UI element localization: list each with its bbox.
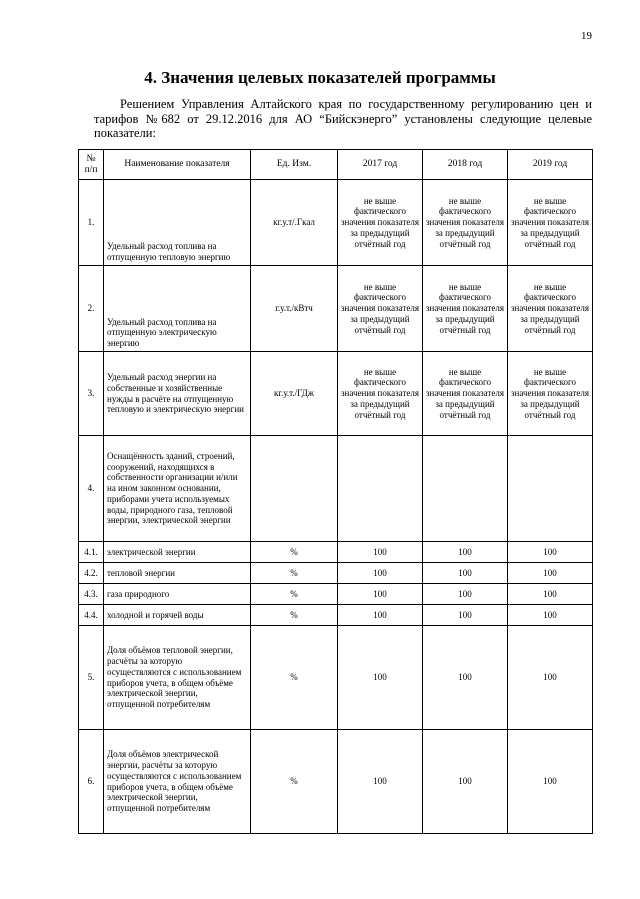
row-num: 4.: [79, 436, 104, 542]
row-value-2017: не выше фактического значения показателя за предыдущий отчётный год: [338, 266, 423, 352]
row-num: 4.4.: [79, 605, 104, 626]
row-name: Удельный расход топлива на отпущенную тепловую энергию: [104, 180, 251, 266]
table-row: [79, 542, 593, 563]
row-value-2017: не выше фактического значения показателя за предыдущий отчётный год: [338, 180, 423, 266]
row-unit: %: [251, 605, 338, 626]
row-value-2018: не выше фактического значения показателя за предыдущий отчётный год: [423, 266, 508, 352]
row-unit: кг.у.т./ГДж: [251, 352, 338, 436]
row-value-2017: 100: [338, 542, 423, 563]
table-row: [79, 584, 593, 605]
header-2019: 2019 год: [508, 150, 593, 180]
intro-paragraph: Решением Управления Алтайского края по государственному регулированию цен и тарифов №682 от 29.12.2016 для АО “Бийскэнерго” установлены следующие целевые показатели:: [94, 97, 592, 140]
indicators-table: [78, 149, 593, 834]
row-value-2019: 100: [508, 542, 593, 563]
row-value-2017: 100: [338, 584, 423, 605]
row-num: 1.: [79, 180, 104, 266]
row-value-2019: не выше фактического значения показателя за предыдущий отчётный год: [508, 180, 593, 266]
row-name: тепловой энергии: [104, 563, 251, 584]
row-name: холодной и горячей воды: [104, 605, 251, 626]
row-value-2019: 100: [508, 605, 593, 626]
table-row: [79, 730, 593, 834]
header-name: Наименование показателя: [104, 150, 251, 180]
row-unit: [251, 436, 338, 542]
row-name: Удельный расход энергии на собственные и хозяйственные нужды в расчёте на отпущенную тепловую и электрическую энергии: [104, 352, 251, 436]
row-value-2018: 100: [423, 605, 508, 626]
row-value-2017: [338, 436, 423, 542]
row-unit: %: [251, 626, 338, 730]
table-row: [79, 605, 593, 626]
row-num: 4.2.: [79, 563, 104, 584]
section-heading: 4. Значения целевых показателей программы: [144, 68, 496, 87]
row-value-2018: 100: [423, 563, 508, 584]
row-unit: г.у.т./кВтч: [251, 266, 338, 352]
table-row: [79, 436, 593, 542]
row-name: Доля объёмов тепловой энергии, расчёты за которую осуществляются с использованием приборов учета, в общем объёме электрической энергии, отпущенной потребителям: [104, 626, 251, 730]
row-num: 2.: [79, 266, 104, 352]
row-value-2018: 100: [423, 584, 508, 605]
row-num: 5.: [79, 626, 104, 730]
row-unit: %: [251, 563, 338, 584]
row-name: Удельный расход топлива на отпущенную электрическую энергию: [104, 266, 251, 352]
row-value-2019: 100: [508, 626, 593, 730]
table-row: [79, 563, 593, 584]
row-value-2019: не выше фактического значения показателя за предыдущий отчётный год: [508, 352, 593, 436]
row-value-2019: 100: [508, 584, 593, 605]
row-value-2018: 100: [423, 730, 508, 834]
header-2017: 2017 год: [338, 150, 423, 180]
row-name: газа природного: [104, 584, 251, 605]
row-unit: кг.у.т/.Гкал: [251, 180, 338, 266]
row-num: 3.: [79, 352, 104, 436]
table-row: [79, 180, 593, 266]
row-num: 6.: [79, 730, 104, 834]
row-value-2017: 100: [338, 626, 423, 730]
table-row: [79, 266, 593, 352]
row-unit: %: [251, 542, 338, 563]
row-value-2017: 100: [338, 563, 423, 584]
row-num: 4.1.: [79, 542, 104, 563]
table-row: [79, 352, 593, 436]
row-name: электрической энергии: [104, 542, 251, 563]
page-number: 19: [581, 30, 592, 42]
row-value-2018: не выше фактического значения показателя за предыдущий отчётный год: [423, 352, 508, 436]
row-value-2019: 100: [508, 563, 593, 584]
row-value-2018: 100: [423, 542, 508, 563]
row-value-2017: 100: [338, 605, 423, 626]
row-value-2018: [423, 436, 508, 542]
header-2018: 2018 год: [423, 150, 508, 180]
row-num: 4.3.: [79, 584, 104, 605]
row-value-2018: не выше фактического значения показателя за предыдущий отчётный год: [423, 180, 508, 266]
row-value-2017: не выше фактического значения показателя за предыдущий отчётный год: [338, 352, 423, 436]
header-num: № п/п: [79, 150, 104, 180]
row-value-2019: [508, 436, 593, 542]
row-value-2019: 100: [508, 730, 593, 834]
row-name: Доля объёмов электрической энергии, расчёты за которую осуществляются с использованием приборов учета, в общем объёме электрической энергии, отпущенной потребителям: [104, 730, 251, 834]
row-value-2017: 100: [338, 730, 423, 834]
table-row: [79, 626, 593, 730]
table-header-row: [79, 150, 593, 180]
header-unit: Ед. Изм.: [251, 150, 338, 180]
row-name: Оснащённость зданий, строений, сооружений, находящихся в собственности организации и/или на ином законном основании, приборами учета используемых воды, природного газа, тепловой энергии, электрической энергии: [104, 436, 251, 542]
row-unit: %: [251, 730, 338, 834]
row-unit: %: [251, 584, 338, 605]
row-value-2018: 100: [423, 626, 508, 730]
row-value-2019: не выше фактического значения показателя за предыдущий отчётный год: [508, 266, 593, 352]
